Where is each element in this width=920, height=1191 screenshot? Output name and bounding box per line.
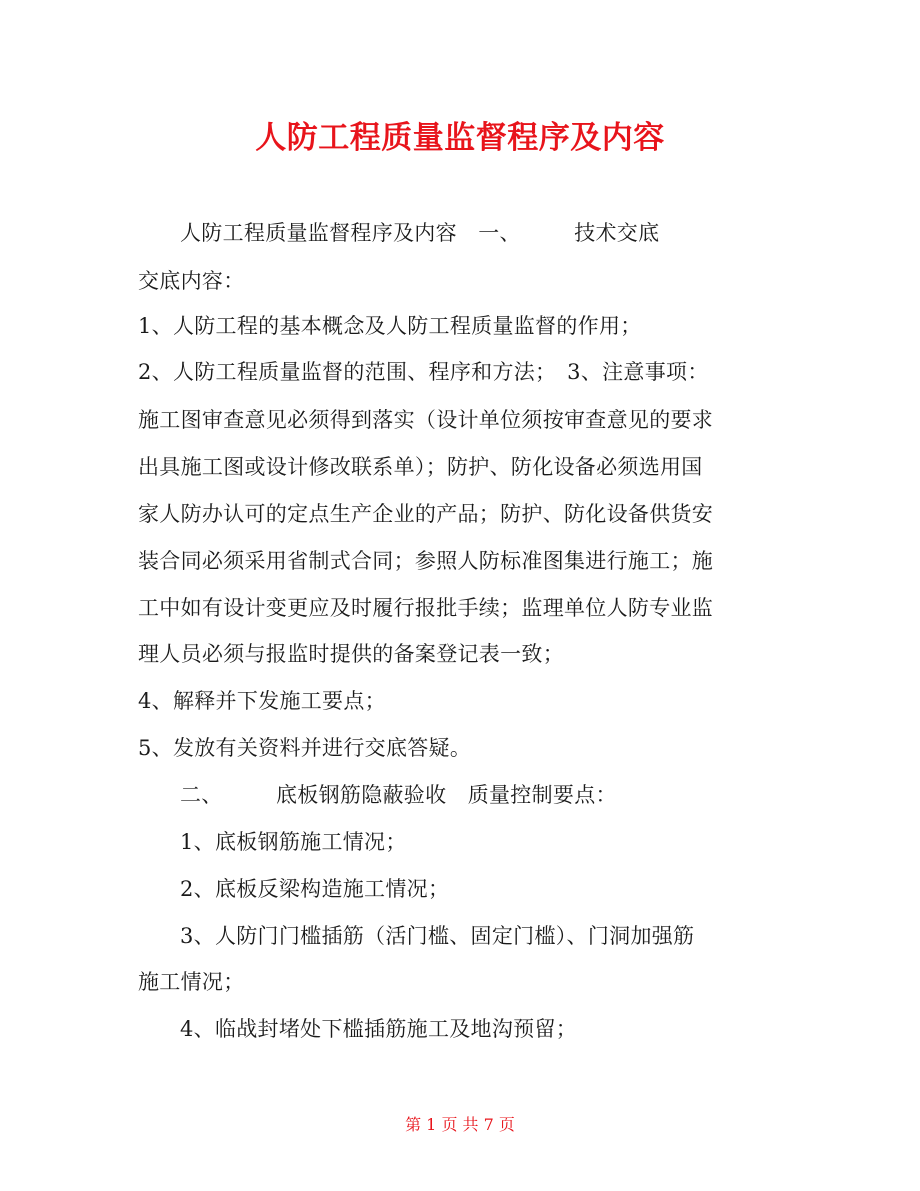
paragraph-line: 理人员必须与报监时提供的备案登记表一致； (138, 642, 564, 666)
paragraph-line: 出具施工图或设计修改联系单）；防护、防化设备必须选用国 (138, 455, 703, 479)
list-item: 2、底板反梁构造施工情况； (180, 877, 450, 901)
list-item: 1、人防工程的基本概念及人防工程质量监督的作用； (138, 314, 642, 338)
paragraph-line: 交底内容： (138, 269, 245, 293)
list-item: 4、临战封堵处下槛插筋施工及地沟预留； (180, 1017, 578, 1041)
paragraph-line: 工中如有设计变更应及时履行报批手续；监理单位人防专业监 (138, 596, 714, 620)
paragraph-line: 施工情况； (138, 970, 245, 994)
paragraph-line: 施工图审查意见必须得到落实（设计单位须按审查意见的要求 (138, 408, 714, 432)
paragraph-line: 人防工程质量监督程序及内容 一、 技术交底 (180, 221, 660, 245)
list-item: 3、人防门门槛插筋（活门槛、固定门槛）、门洞加强筋 (180, 924, 695, 948)
list-item: 5、发放有关资料并进行交底答疑。 (138, 736, 472, 760)
paragraph-line: 家人防办认可的定点生产企业的产品；防护、防化设备供货安 (138, 502, 714, 526)
list-item: 4、解释并下发施工要点； (138, 689, 386, 713)
section-heading: 二、 底板钢筋隐蔽验收 质量控制要点： (180, 783, 617, 807)
list-item: 2、人防工程质量监督的范围、程序和方法； 3、注意事项： (138, 360, 709, 384)
list-item: 1、底板钢筋施工情况； (180, 830, 407, 854)
document-title: 人防工程质量监督程序及内容 (255, 120, 665, 156)
page-number: 第 1 页 共 7 页 (405, 1115, 515, 1134)
paragraph-line: 装合同必须采用省制式合同；参照人防标准图集进行施工；施 (138, 549, 714, 573)
